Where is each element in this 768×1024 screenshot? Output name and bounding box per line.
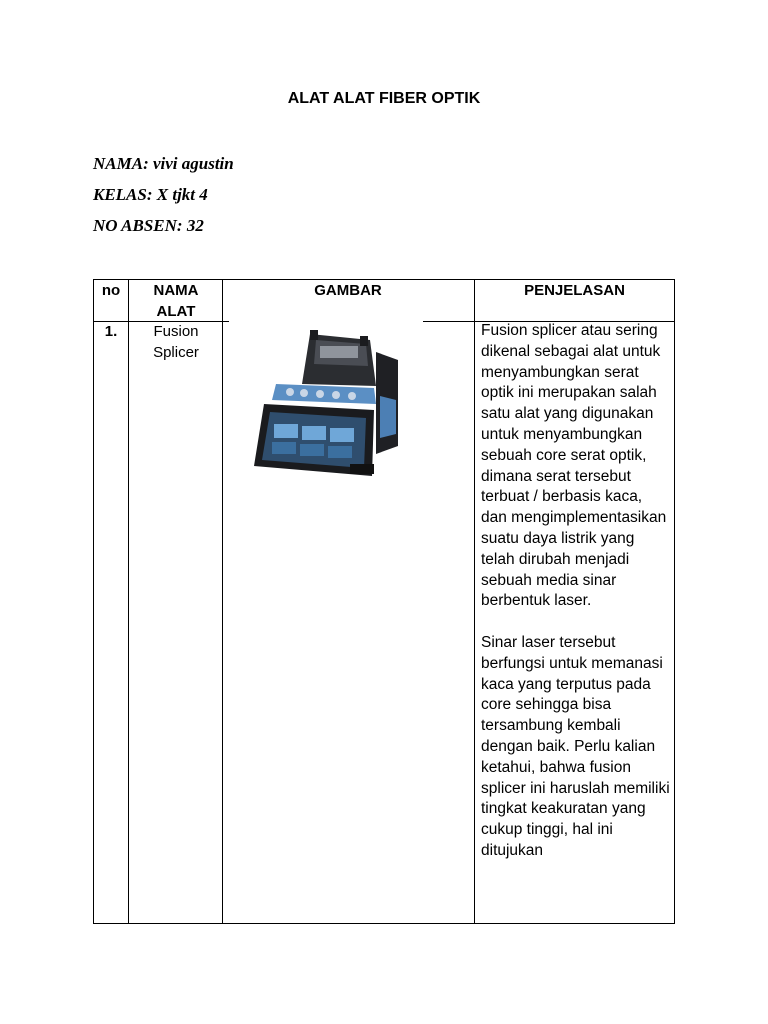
column-divider: [128, 280, 129, 923]
tool-description: Fusion splicer atau sering dikenal sebagai alat untuk menyambungkan serat optik ini merupakan salah satu alat yang digunakan untuk menyambungkan sebuah core serat optik, dimana serat tersebut terbuat / berbasis kaca, dan mengimplementasikan suatu daya listrik yang telah dirubah menjadi sebuah media sinar berbentuk laser. Sinar laser tersebut berfungsi untuk memanasi kaca yang terputus pada core sehingga bisa tersambung kembali dengan baik. Perlu kalian ketahui, bahwa fusion splicer ini haruslah memiliki tingkat keakuratan yang cukup tinggi, hal ini ditujukan: [481, 322, 670, 859]
column-divider: [474, 280, 475, 923]
header-no: no: [101, 282, 121, 299]
student-absence-number: NO ABSEN: 32: [93, 216, 204, 235]
tools-table: [93, 279, 675, 924]
tool-name: Fusion Splicer: [153, 323, 199, 361]
row-number: 1.: [104, 323, 118, 340]
column-divider: [222, 280, 223, 923]
student-name: NAMA: vivi agustin: [93, 154, 234, 173]
header-nama-alat: NAMA ALAT: [153, 282, 199, 320]
document-title: ALAT ALAT FIBER OPTIK: [287, 90, 481, 107]
header-gambar: GAMBAR: [314, 282, 382, 299]
student-class: KELAS: X tjkt 4: [93, 185, 208, 204]
fusion-splicer-device-icon: [250, 326, 402, 478]
header-penjelasan: PENJELASAN: [524, 282, 625, 299]
